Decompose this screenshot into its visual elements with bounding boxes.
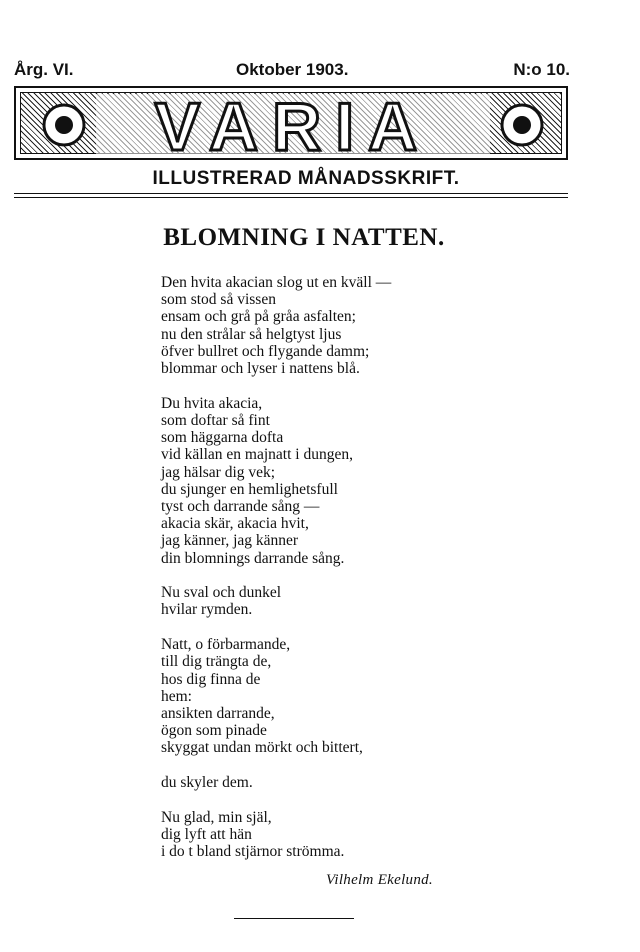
poem-line: Nu glad, min själ, bbox=[161, 808, 272, 826]
poem-line: till dig trängta de, bbox=[161, 653, 272, 671]
masthead-logo bbox=[16, 88, 570, 162]
stanza bbox=[161, 395, 491, 567]
poem-line: jag hälsar dig vek; bbox=[161, 463, 276, 481]
author-signature: Vilhelm Ekelund. bbox=[326, 872, 433, 888]
poem-line: nu den strålar så helgtyst ljus bbox=[161, 325, 342, 343]
poem-line: Du hvita akacia, bbox=[161, 394, 263, 412]
magazine-subtitle: ILLUSTRERAD MÅNADSSKRIFT. bbox=[152, 168, 460, 189]
divider bbox=[14, 193, 568, 194]
issue-date: Oktober 1903. bbox=[236, 60, 349, 79]
poem-line: din blomnings darrande sång. bbox=[161, 549, 345, 567]
poem-line: som stod så vissen bbox=[161, 291, 276, 309]
poem-line: hos dig finna de bbox=[161, 670, 261, 688]
poem-line: som doftar så fint bbox=[161, 411, 270, 429]
poem-line: i do t bland stjärnor strömma. bbox=[161, 843, 345, 861]
poem-line: tyst och darrande sång — bbox=[161, 497, 320, 515]
poem-line: öfver bullret och flygande damm; bbox=[161, 342, 370, 360]
poem-line: du sjunger en hemlighetsfull bbox=[161, 480, 338, 498]
poem-line: du skyler dem. bbox=[161, 774, 253, 792]
poem-line: akacia skär, akacia hvit, bbox=[161, 515, 309, 533]
poem-line: vid källan en majnatt i dungen, bbox=[161, 446, 353, 464]
poem-title: BLOMNING I NATTEN. bbox=[163, 224, 445, 251]
poem-line: ansikten darrande, bbox=[161, 704, 275, 722]
volume-label: Årg. VI. bbox=[14, 60, 74, 79]
poem-line: hem: bbox=[161, 687, 192, 705]
stanza bbox=[161, 274, 491, 377]
stanza bbox=[161, 809, 491, 861]
stanza bbox=[161, 636, 491, 756]
masthead-title: VARIA bbox=[154, 89, 432, 162]
divider bbox=[14, 197, 568, 198]
poem-line: skyggat undan mörkt och bittert, bbox=[161, 739, 363, 757]
poem-line: Den hvita akacian slog ut en kväll — bbox=[161, 274, 392, 291]
poem-line: ögon som pinade bbox=[161, 722, 267, 740]
poem-line: hvilar rymden. bbox=[161, 601, 253, 619]
poem-line: jag känner, jag känner bbox=[161, 532, 299, 550]
poem-line: ensam och grå på gråa asfalten; bbox=[161, 308, 356, 326]
poem-line: blommar och lyser i nattens blå. bbox=[161, 360, 360, 378]
masthead-banner bbox=[14, 86, 568, 160]
issue-number: N:o 10. bbox=[513, 60, 570, 79]
poem-line: Natt, o förbarmande, bbox=[161, 636, 291, 654]
issue-header bbox=[14, 60, 570, 84]
footer-divider bbox=[234, 918, 354, 919]
poem-line: dig lyft att hän bbox=[161, 825, 252, 843]
poem-line: som häggarna dofta bbox=[161, 429, 284, 447]
poem-line: Nu sval och dunkel bbox=[161, 584, 282, 602]
poem-body bbox=[161, 274, 491, 878]
stanza bbox=[161, 774, 491, 791]
stanza bbox=[161, 584, 491, 618]
